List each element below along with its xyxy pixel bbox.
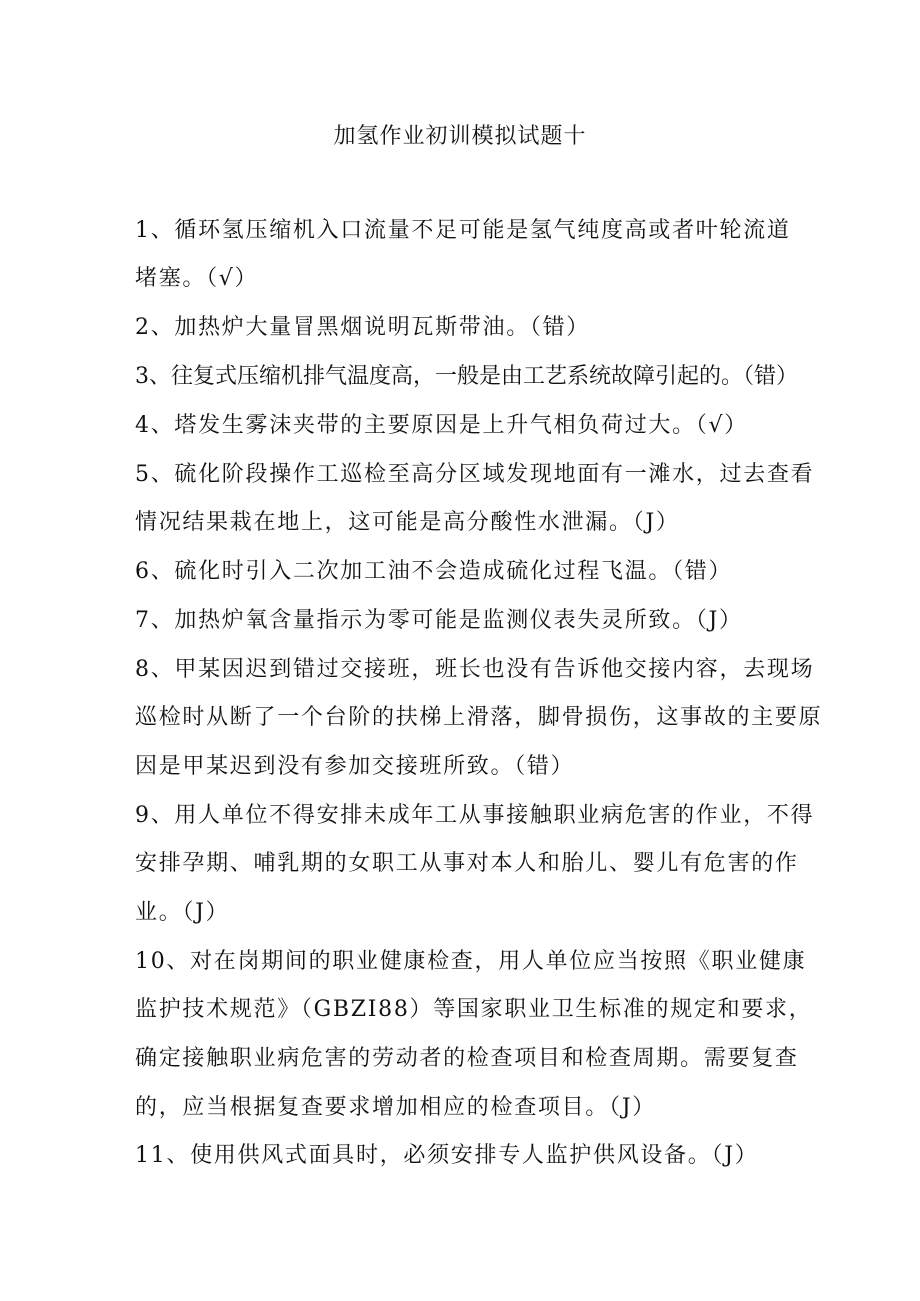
- question-5-line-1: 5、硫化阶段操作工巡检至高分区域发现地面有一滩水，过去查看: [135, 462, 815, 487]
- question-4: 4、塔发生雾沫夹带的主要原因是上升气相负荷过大。（√）: [135, 413, 748, 438]
- question-10-line-2: 监护技术规范》（GBZI88）等国家职业卫生标准的规定和要求，: [135, 997, 813, 1022]
- question-8-line-3: 因是甲某迟到没有参加交接班所致。（错）: [135, 754, 575, 779]
- question-2: 2、加热炉大量冒黑烟说明瓦斯带油。（错）: [135, 315, 590, 340]
- question-10-line-1: 10、对在岗期间的职业健康检查，用人单位应当按照《职业健康: [135, 949, 807, 974]
- question-10-line-3: 确定接触职业病危害的劳动者的检查项目和检查周期。需要复查: [135, 1046, 799, 1071]
- question-7: 7、加热炉氧含量指示为零可能是监测仪表失灵所致。（J）: [135, 608, 743, 633]
- question-11: 11、使用供风式面具时，必须安排专人监护供风设备。（J）: [135, 1143, 759, 1168]
- question-8-line-1: 8、甲某因迟到错过交接班，班长也没有告诉他交接内容，去现场: [135, 657, 815, 682]
- question-9-line-3: 业。（J）: [135, 900, 230, 925]
- question-9-line-2: 安排孕期、哺乳期的女职工从事对本人和胎儿、婴儿有危害的作: [135, 851, 799, 876]
- question-8-line-2: 巡检时从断了一个台阶的扶梯上滑落，脚骨损伤，这事故的主要原: [135, 705, 823, 730]
- question-5-line-2: 情况结果栽在地上，这可能是高分酸性水泄漏。（J）: [135, 510, 680, 535]
- question-1-line-1: 1、循环氢压缩机入口流量不足可能是氢气纯度高或者叶轮流道: [135, 218, 791, 243]
- question-9-line-1: 9、用人单位不得安排未成年工从事接触职业病危害的作业，不得: [135, 803, 815, 828]
- question-6: 6、硫化时引入二次加工油不会造成硫化过程飞温。（错）: [135, 559, 733, 584]
- question-3: 3、往复式压缩机排气温度高，一般是由工艺系统故障引起的。（错）: [135, 364, 798, 389]
- document-title: 加氢作业初训模拟试题十: [333, 124, 587, 149]
- question-10-line-4: 的，应当根据复查要求增加相应的检查项目。（J）: [135, 1095, 656, 1120]
- question-1-line-2: 堵塞。（√）: [135, 266, 259, 291]
